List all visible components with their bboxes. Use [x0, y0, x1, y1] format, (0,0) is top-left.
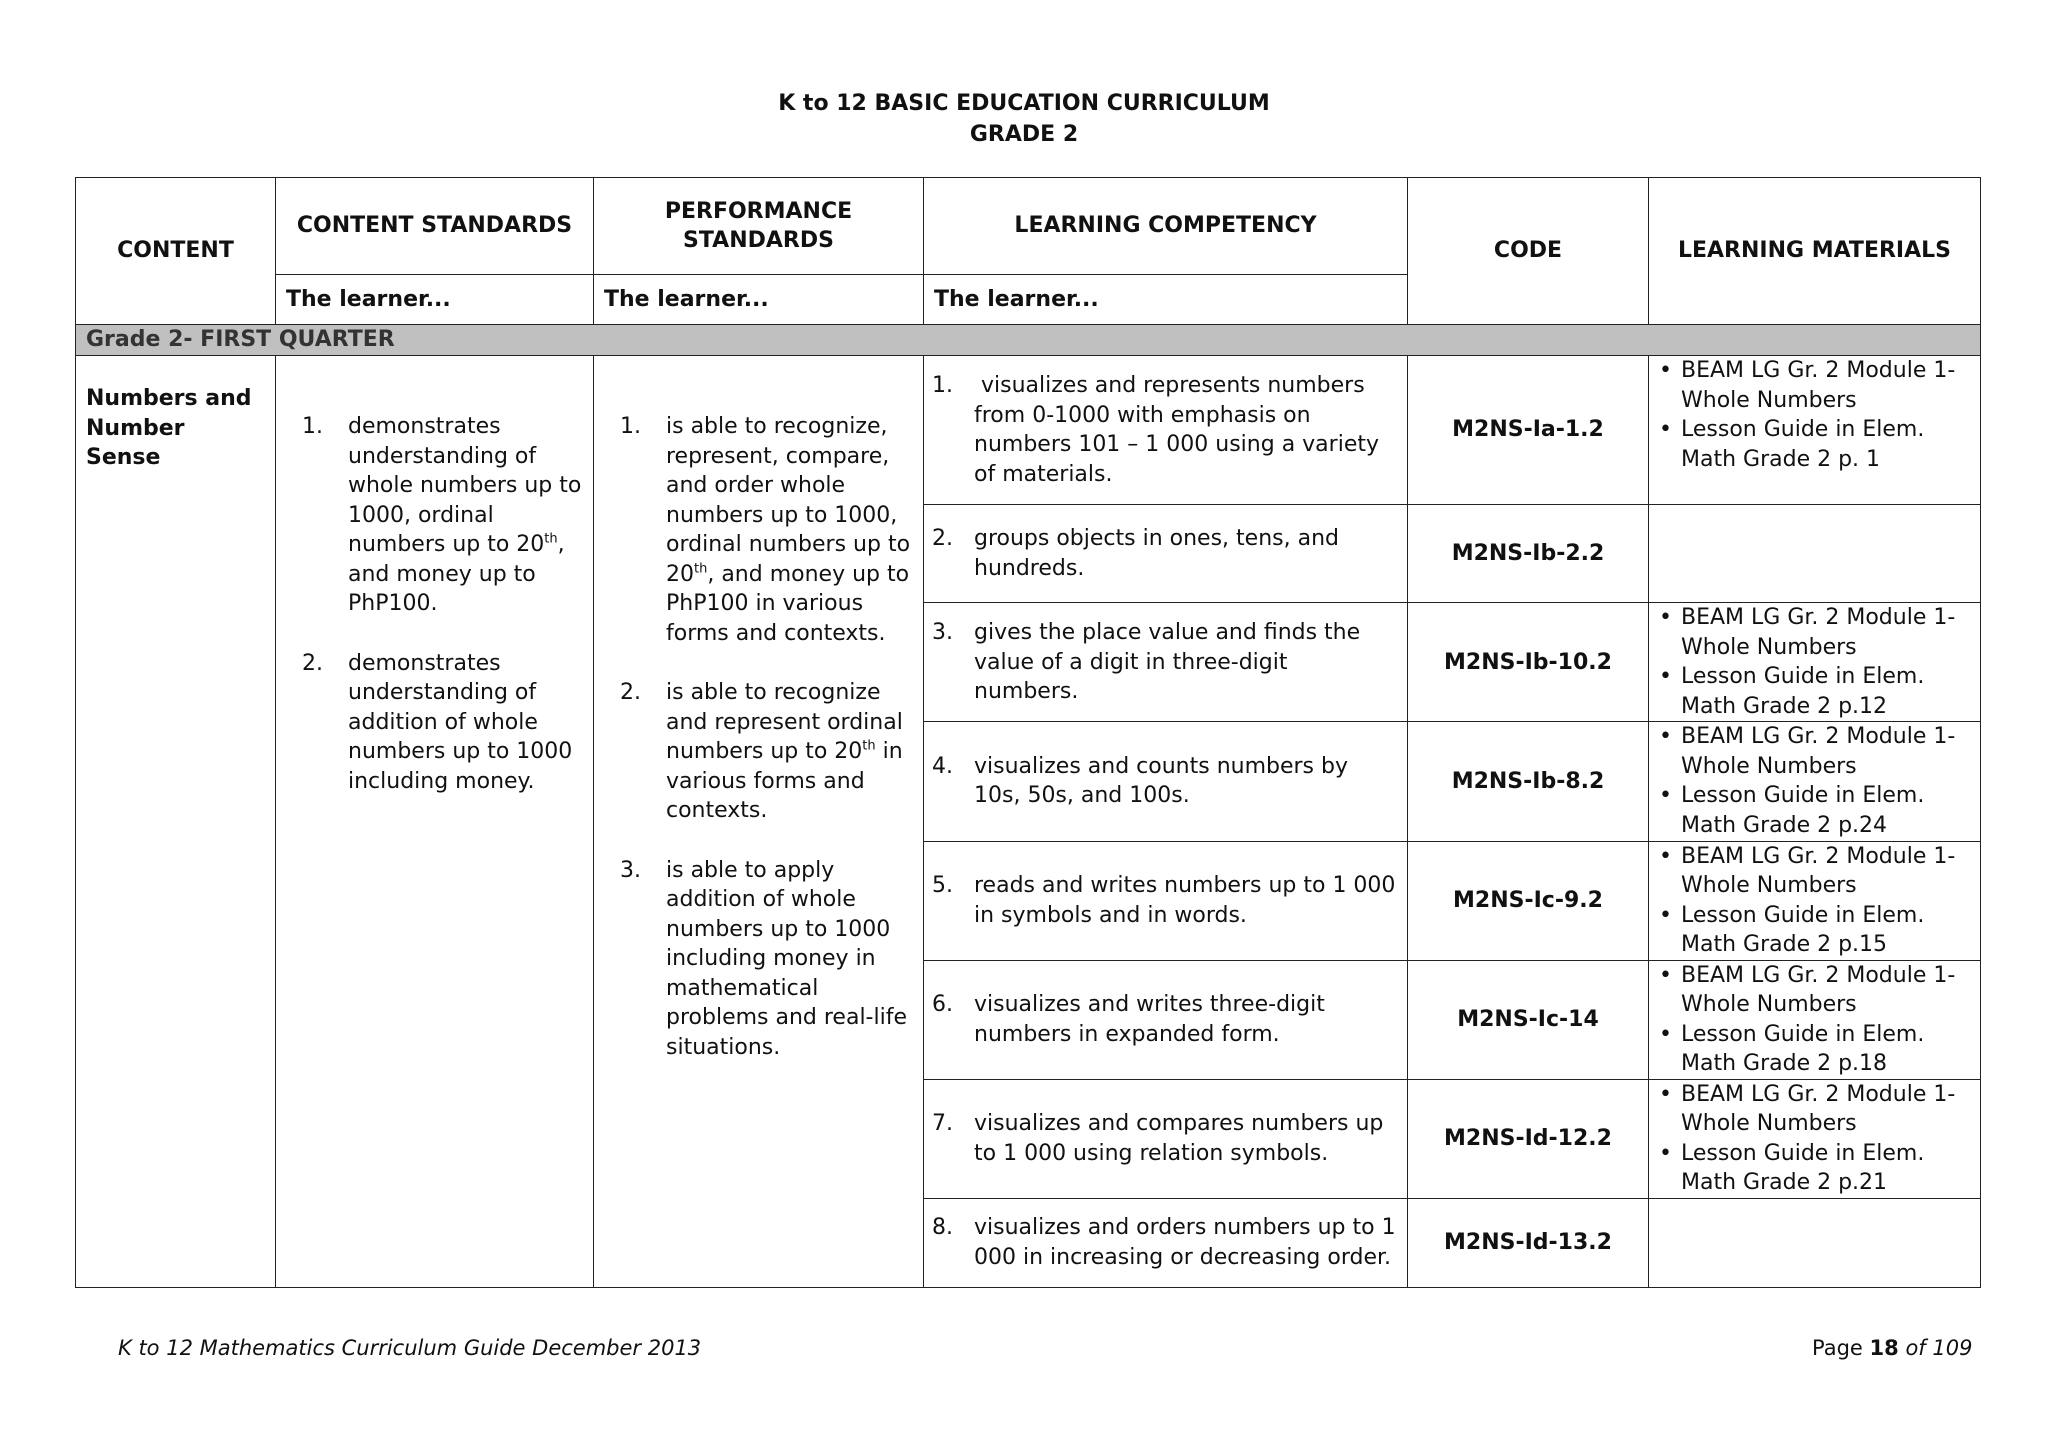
learning-materials-cell — [1649, 1198, 1981, 1287]
competency-cell — [924, 603, 1408, 722]
content-standard-text-main: demonstrates understanding of whole numbers up to 1000, ordinal numbers up to 20 — [348, 414, 582, 558]
bullet-icon: • — [1659, 783, 1672, 809]
competency-text: visualizes and orders numbers up to 1 000 in increasing or decreasing order. — [974, 1215, 1403, 1270]
bullet-icon: • — [1659, 417, 1672, 443]
competency-code: M2NS-Ib-10.2 — [1408, 603, 1649, 722]
competency-text: reads and writes numbers up to 1 000 in symbols and in words. — [974, 873, 1403, 928]
footer-page-number — [1812, 1336, 1972, 1360]
learning-materials-cell — [1649, 722, 1981, 841]
material-item — [1659, 603, 1970, 662]
performance-standard-number: 3. — [620, 857, 641, 883]
page-current: 18 — [1869, 1336, 1899, 1360]
learning-materials-cell — [1649, 960, 1981, 1079]
material-item — [1659, 842, 1970, 901]
bullet-icon: • — [1659, 605, 1672, 631]
competency-code: M2NS-Id-13.2 — [1408, 1198, 1649, 1287]
competency-cell — [924, 1198, 1408, 1287]
bullet-icon: • — [1659, 724, 1672, 750]
performance-standard-superscript: th — [862, 738, 876, 754]
performance-standard-text-main: is able to recognize, represent, compare, and order whole numbers up to 1000, ordinal numbers up to 20 — [666, 414, 911, 587]
learner-label-content-standards: The learner... — [276, 275, 594, 325]
material-item — [1659, 356, 1970, 415]
performance-standard-number: 1. — [620, 414, 641, 440]
learning-materials-cell — [1649, 356, 1981, 505]
competency-number: 1. — [932, 373, 953, 399]
page-label: Page — [1812, 1336, 1863, 1360]
competency-item — [932, 524, 1397, 583]
performance-standard-text-rest: in various forms and contexts. — [666, 739, 903, 824]
competency-cell — [924, 505, 1408, 603]
competency-item — [932, 1213, 1403, 1272]
content-standard-text — [348, 412, 583, 619]
bullet-icon: • — [1659, 664, 1672, 690]
content-standard-item — [286, 649, 583, 797]
material-item — [1659, 722, 1970, 781]
performance-standard-text — [666, 856, 913, 1063]
performance-standard-item — [604, 856, 913, 1063]
content-standard-superscript: th — [544, 531, 558, 547]
bullet-icon: • — [1659, 1140, 1672, 1166]
competency-code: M2NS-Ib-2.2 — [1408, 505, 1649, 603]
quarter-row: Grade 2- FIRST QUARTER — [76, 325, 1981, 356]
learner-label-learning-competency: The learner... — [924, 275, 1408, 325]
competency-cell — [924, 1079, 1408, 1198]
material-item — [1659, 901, 1970, 960]
header-content: CONTENT — [76, 178, 276, 325]
material-text: Lesson Guide in Elem. Math Grade 2 p.15 — [1681, 902, 1925, 958]
material-item — [1659, 1139, 1970, 1198]
material-item — [1659, 781, 1970, 840]
competency-cell — [924, 960, 1408, 1079]
performance-standard-text — [666, 412, 913, 648]
competency-number: 4. — [932, 753, 953, 779]
material-text: Lesson Guide in Elem. Math Grade 2 p.24 — [1681, 783, 1925, 838]
content-standard-number: 1. — [302, 414, 323, 440]
competency-text: visualizes and represents numbers from 0-1000 with emphasis on numbers 101 – 1 000 using a variety of materials. — [974, 373, 1387, 487]
header-performance-standards: PERFORMANCE STANDARDS — [594, 178, 924, 275]
competency-number: 3. — [932, 620, 953, 646]
material-item — [1659, 1020, 1970, 1079]
competency-text: groups objects in ones, tens, and hundreds. — [974, 526, 1346, 581]
material-text: BEAM LG Gr. 2 Module 1- Whole Numbers — [1681, 358, 1956, 413]
document-title — [0, 88, 2048, 150]
content-standard-item — [286, 412, 583, 619]
material-item — [1659, 1080, 1970, 1139]
competency-text: visualizes and counts numbers by 10s, 50s, and 100s. — [974, 753, 1355, 809]
header-content-standards: CONTENT STANDARDS — [276, 178, 594, 275]
competency-item — [932, 871, 1403, 930]
performance-standard-text-main: is able to recognize and represent ordinal numbers up to 20 — [666, 680, 903, 765]
learning-materials-cell — [1649, 603, 1981, 722]
bullet-icon: • — [1659, 358, 1672, 384]
bullet-icon: • — [1659, 962, 1672, 988]
performance-standard-text — [666, 678, 913, 826]
bullet-icon: • — [1659, 1081, 1672, 1107]
performance-standard-superscript: th — [694, 561, 708, 577]
header-code: CODE — [1408, 178, 1649, 325]
competency-item — [932, 371, 1397, 489]
learner-label-performance-standards: The learner... — [594, 275, 924, 325]
performance-standards-cell — [594, 356, 924, 1288]
content-standards-cell — [276, 356, 594, 1288]
competency-code: M2NS-Ic-9.2 — [1408, 841, 1649, 960]
content-standard-number: 2. — [302, 650, 323, 676]
competency-number: 7. — [932, 1111, 953, 1137]
material-text: BEAM LG Gr. 2 Module 1- Whole Numbers — [1681, 843, 1956, 899]
content-area: Numbers and Number Sense — [76, 356, 276, 1288]
material-text: BEAM LG Gr. 2 Module 1- Whole Numbers — [1681, 1081, 1956, 1137]
content-standard-text-rest: , and money up to PhP100. — [348, 532, 565, 617]
competency-cell — [924, 356, 1408, 505]
performance-standard-text-rest: , and money up to PhP100 in various forms and contexts. — [666, 561, 910, 646]
material-text: Lesson Guide in Elem. Math Grade 2 p. 1 — [1681, 417, 1925, 472]
material-text: BEAM LG Gr. 2 Module 1- Whole Numbers — [1681, 724, 1956, 779]
learning-materials-cell — [1649, 841, 1981, 960]
performance-standard-item — [604, 678, 913, 826]
material-item — [1659, 662, 1970, 721]
material-text: Lesson Guide in Elem. Math Grade 2 p.12 — [1681, 664, 1925, 719]
competency-item — [932, 618, 1397, 707]
performance-standard-item — [604, 412, 913, 648]
competency-item — [932, 1109, 1397, 1168]
title-line-1: K to 12 BASIC EDUCATION CURRICULUM — [778, 91, 1270, 116]
competency-code: M2NS-Ia-1.2 — [1408, 356, 1649, 505]
content-standard-text-main: demonstrates understanding of addition of whole numbers up to 1000 including money. — [348, 650, 573, 794]
bullet-icon: • — [1659, 1021, 1672, 1047]
competency-code: M2NS-Ic-14 — [1408, 960, 1649, 1079]
footer-guide-title: K to 12 Mathematics Curriculum Guide December 2013 — [118, 1336, 702, 1360]
bullet-icon: • — [1659, 843, 1672, 869]
competency-number: 2. — [932, 526, 953, 552]
page-total: of 109 — [1905, 1336, 1973, 1360]
material-text: BEAM LG Gr. 2 Module 1- Whole Numbers — [1681, 962, 1956, 1018]
header-learning-competency: LEARNING COMPETENCY — [924, 178, 1408, 275]
material-text: Lesson Guide in Elem. Math Grade 2 p.18 — [1681, 1021, 1925, 1077]
material-item — [1659, 415, 1970, 474]
competency-text: gives the place value and finds the value of a digit in three-digit numbers. — [974, 620, 1368, 705]
learning-materials-cell — [1649, 505, 1981, 603]
competency-number: 6. — [932, 992, 953, 1018]
competency-code: M2NS-Ib-8.2 — [1408, 722, 1649, 841]
performance-standard-text-main: is able to apply addition of whole numbers up to 1000 including money in mathematical problems and real-life situations. — [666, 857, 908, 1060]
curriculum-table — [75, 177, 1981, 1288]
competency-number: 5. — [932, 873, 953, 899]
competency-cell — [924, 722, 1408, 841]
competency-code: M2NS-Id-12.2 — [1408, 1079, 1649, 1198]
performance-standard-number: 2. — [620, 680, 641, 706]
competency-number: 8. — [932, 1215, 953, 1241]
competency-cell — [924, 841, 1408, 960]
competency-text: visualizes and writes three-digit numbers in expanded form. — [974, 992, 1332, 1047]
competency-text: visualizes and compares numbers up to 1 000 using relation symbols. — [974, 1111, 1391, 1166]
material-text: BEAM LG Gr. 2 Module 1- Whole Numbers — [1681, 605, 1956, 660]
material-text: Lesson Guide in Elem. Math Grade 2 p.21 — [1681, 1140, 1925, 1196]
bullet-icon: • — [1659, 902, 1672, 928]
learning-materials-cell — [1649, 1079, 1981, 1198]
title-line-2: GRADE 2 — [969, 122, 1079, 147]
header-learning-materials: LEARNING MATERIALS — [1649, 178, 1981, 325]
competency-item — [932, 990, 1397, 1049]
material-item — [1659, 961, 1970, 1020]
competency-item — [932, 752, 1397, 811]
content-standard-text — [348, 649, 583, 797]
